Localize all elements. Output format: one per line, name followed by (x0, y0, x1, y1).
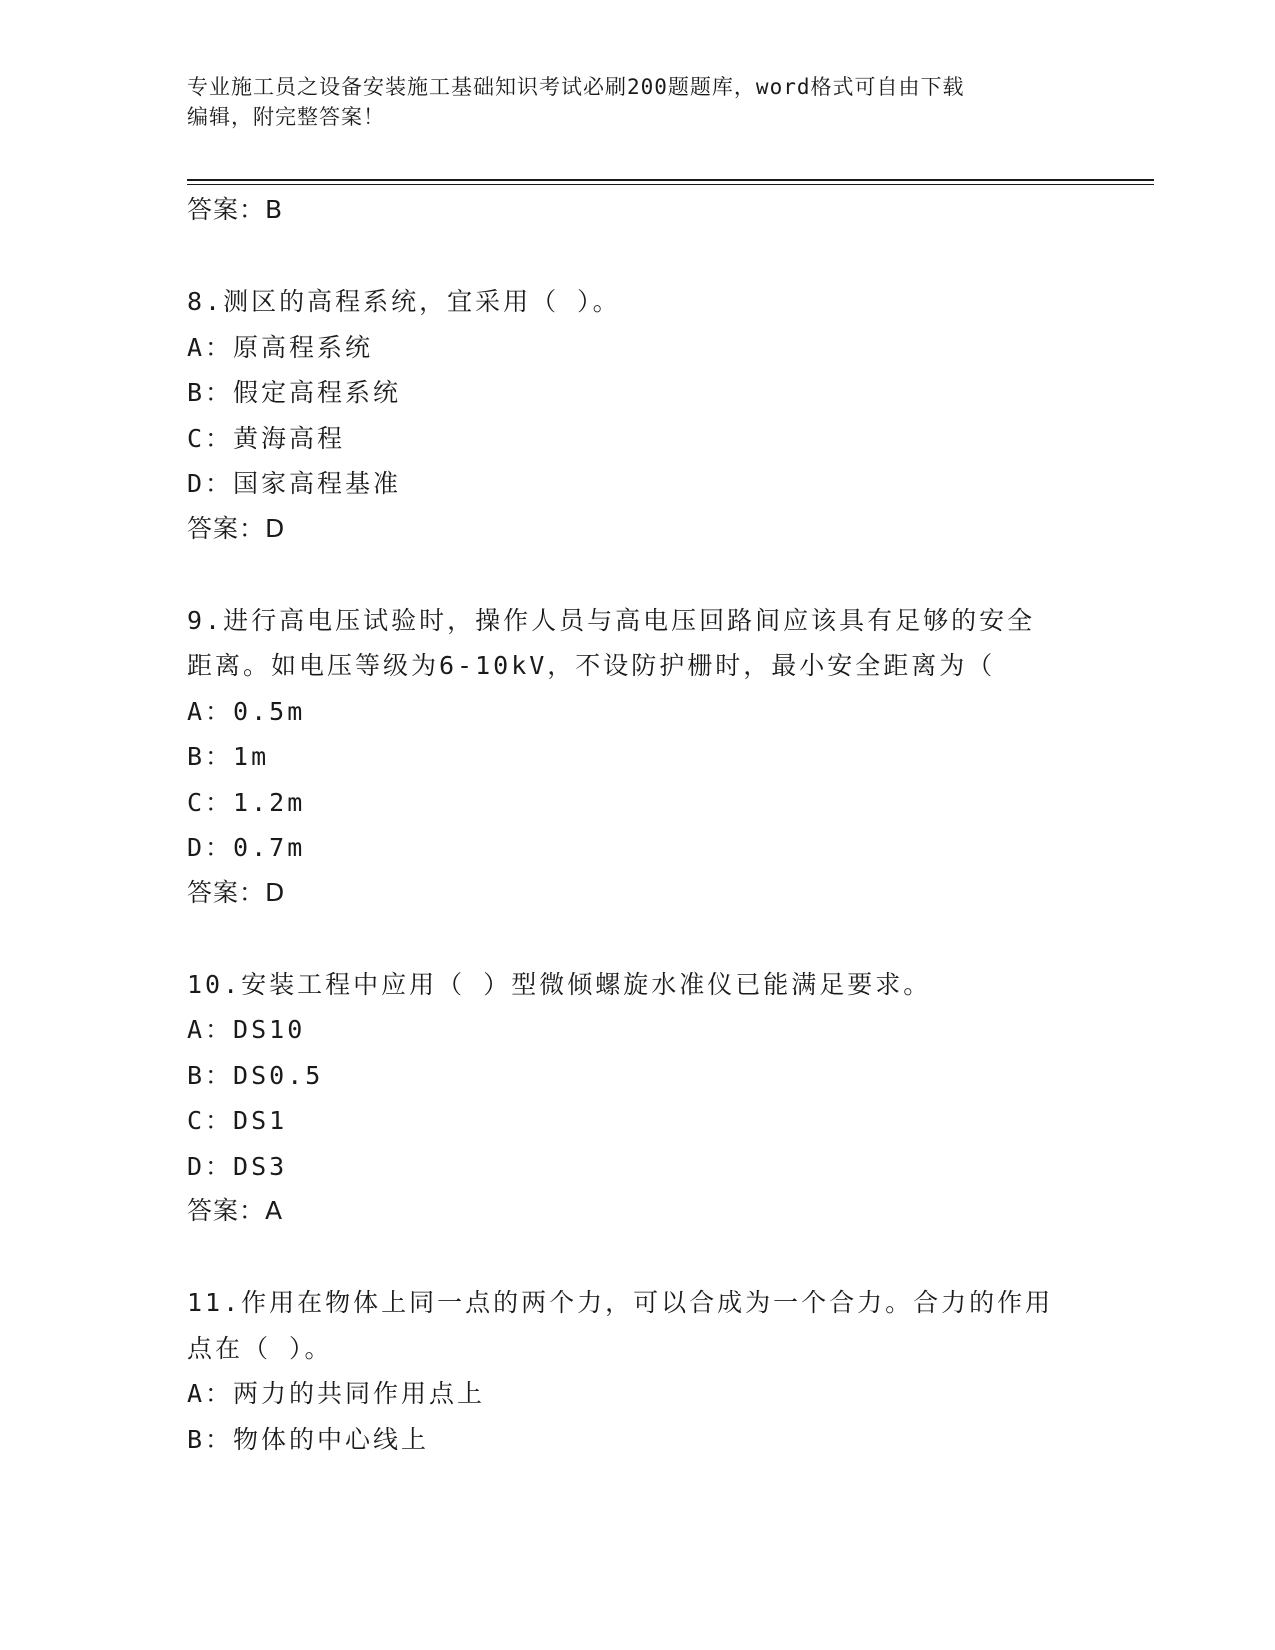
option-b: B：物体的中心线上 (187, 1424, 430, 1454)
option-a: A：DS10 (187, 1015, 306, 1044)
option-a: A：两力的共同作用点上 (187, 1379, 486, 1408)
question-stem: 11.作用在物体上同一点的两个力，可以合成为一个合力。合力的作用 (187, 1288, 1054, 1317)
question-block (187, 1280, 1087, 1462)
question-block (187, 279, 1087, 553)
answer-label: 答案：D (187, 513, 286, 543)
option-c: C：DS1 (187, 1106, 288, 1135)
option-d: D：DS3 (187, 1151, 288, 1181)
header-rule-thin (187, 184, 1154, 185)
spacer (187, 917, 1087, 962)
question-stem: 点在（ ）。 (187, 1333, 333, 1363)
option-c: C：黄海高程 (187, 423, 346, 453)
option-b: B：假定高程系统 (187, 378, 402, 407)
answer-label: 答案：D (187, 877, 286, 907)
header-rule-thick (187, 179, 1154, 181)
option-d: D：0.7m (187, 833, 306, 862)
spacer (187, 234, 1087, 279)
option-b: B：1m (187, 742, 270, 771)
question-stem: 9.进行高电压试验时，操作人员与高电压回路间应该具有足够的安全 (187, 605, 1036, 635)
option-b: B：DS0.5 (187, 1060, 324, 1090)
question-stem: 距离。如电压等级为6-10kV，不设防护栅时，最小安全距离为（ (187, 651, 996, 680)
question-stem: 8.测区的高程系统，宜采用（ ）。 (187, 287, 621, 316)
question-stem: 10.安装工程中应用（ ）型微倾螺旋水准仪已能满足要求。 (187, 969, 932, 999)
question-block (187, 598, 1087, 917)
question-block (187, 962, 1087, 1236)
answer-label: 答案：B (187, 195, 284, 224)
header-line-2: 编辑，附完整答案！ (187, 105, 385, 129)
document-header (187, 72, 1087, 132)
question-list (187, 188, 1087, 1462)
option-c: C：1.2m (187, 787, 306, 817)
option-a: A：0.5m (187, 696, 306, 726)
spacer (187, 1235, 1087, 1280)
spacer (187, 553, 1087, 598)
answer-label: 答案：A (187, 1196, 284, 1225)
option-a: A：原高程系统 (187, 332, 374, 362)
option-d: D：国家高程基准 (187, 469, 402, 498)
header-line-1: 专业施工员之设备安装施工基础知识考试必刷200题题库，word格式可自由下载 (187, 75, 965, 99)
